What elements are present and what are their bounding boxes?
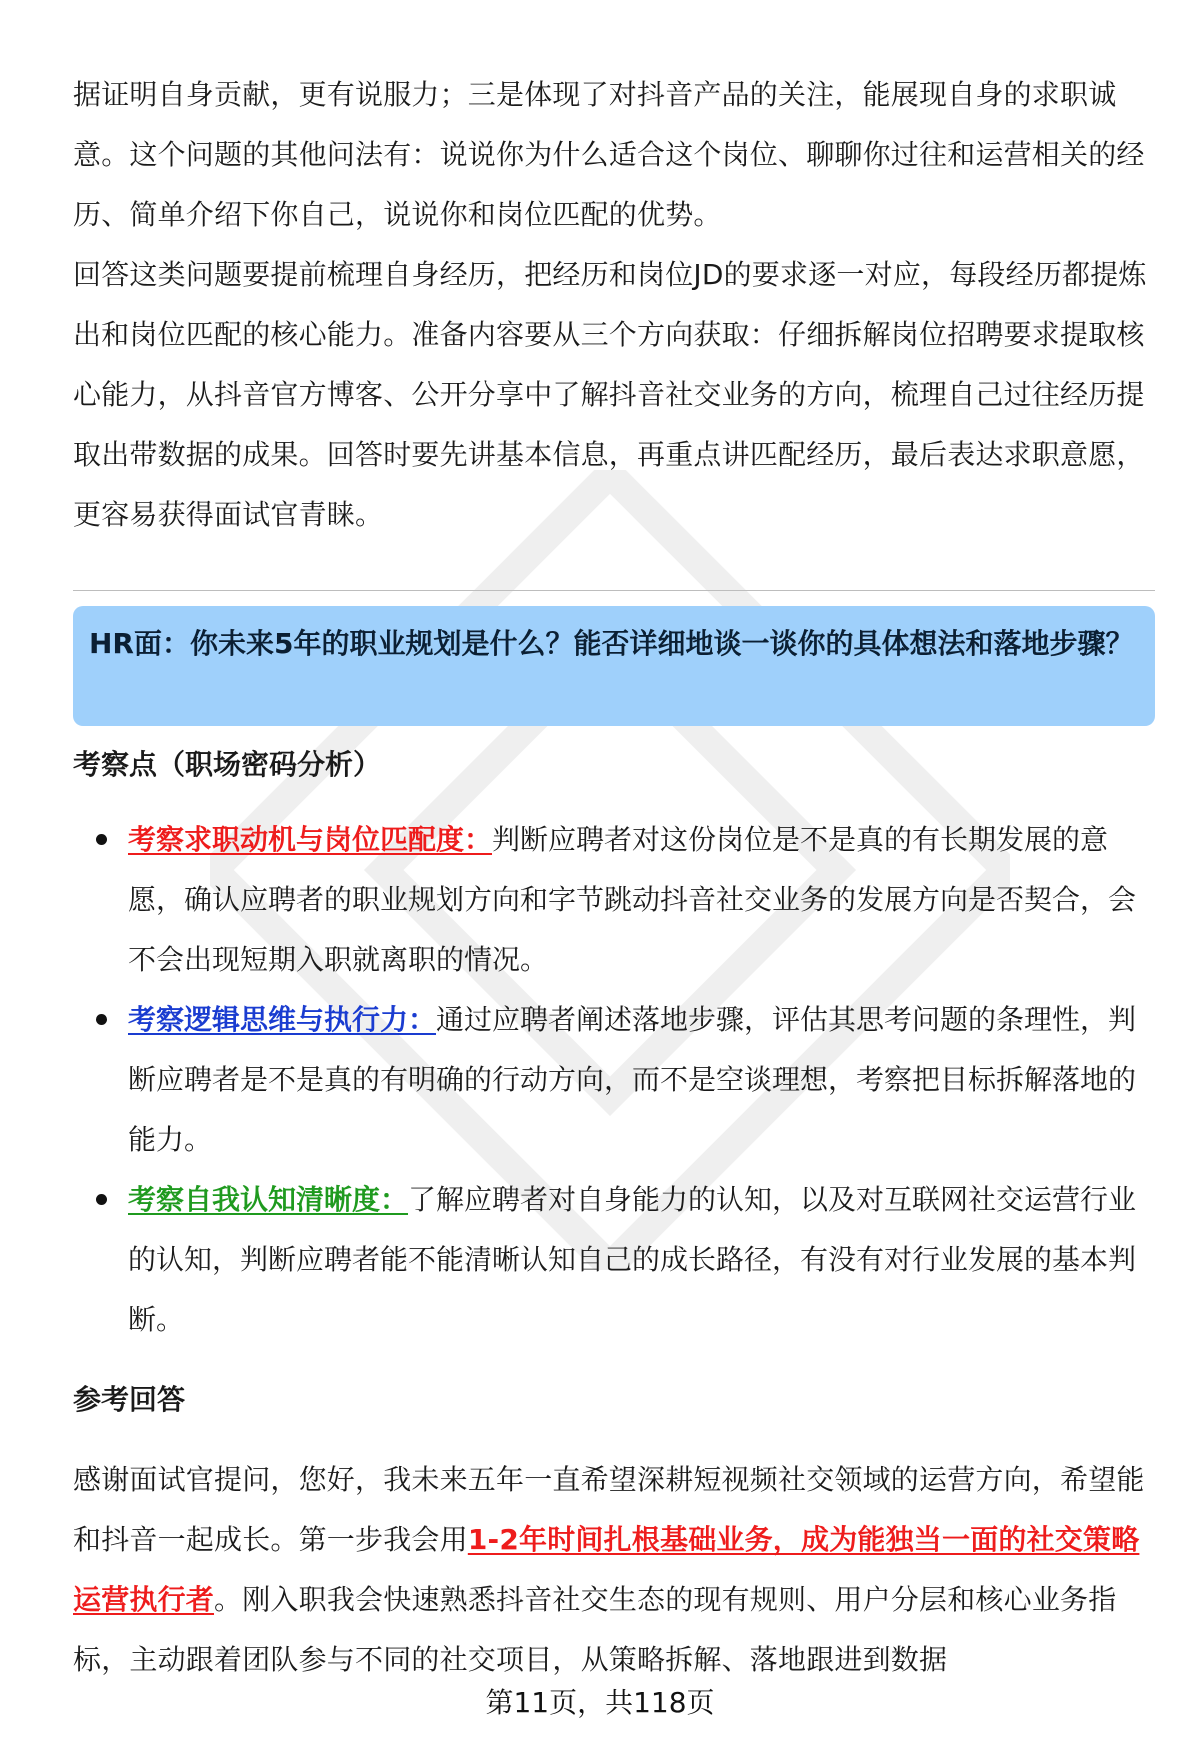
list-item bbox=[73, 990, 1155, 1170]
analysis-title: 考察点（职场密码分析） bbox=[73, 748, 382, 781]
analysis-text: 判断应聘者对这份岗位是不是真的有长期发展的意愿，确认应聘者的职业规划方向和字节跳动抖音社交业务的发展方向是否契合，会不会出现短期入职就离职的情况。 bbox=[128, 823, 1137, 976]
question-text: HR面：你未来5年的职业规划是什么？能否详细地谈一谈你的具体想法和落地步骤？ bbox=[89, 627, 1134, 660]
analysis-text: 了解应聘者对自身能力的认知，以及对互联网社交运营行业的认知，判断应聘者能不能清晰认知自己的成长路径，有没有对行业发展的基本判断。 bbox=[128, 1183, 1137, 1336]
bullet-dot-icon bbox=[96, 1014, 107, 1025]
page-number: 第11页，共118页 bbox=[485, 1686, 715, 1719]
bullet-dot-icon bbox=[96, 1194, 107, 1205]
bullet-dot-icon bbox=[96, 834, 107, 845]
answer-title: 参考回答 bbox=[73, 1383, 186, 1416]
section-divider bbox=[73, 590, 1155, 591]
answer-text-before: 感谢面试官提问，您好，我未来五年一直希望深耕短视频社交领域的运营方向，希望能和抖音一起成长。第一步我会用 bbox=[73, 1463, 1145, 1556]
list-item bbox=[73, 1170, 1155, 1350]
question-box bbox=[73, 606, 1155, 726]
answer-highlight: 1-2年时间扎根基础业务，成为能独当一面的社交策略运营执行者 bbox=[73, 1523, 1140, 1616]
preparation-paragraph: 回答这类问题要提前梳理自身经历，把经历和岗位JD的要求逐一对应，每段经历都提炼出和岗位匹配的核心能力。准备内容要从三个方向获取：仔细拆解岗位招聘要求提取核心能力，从抖音官方博客、公开分享中了解抖音社交业务的方向，梳理自己过往经历提取出带数据的成果。回答时要先讲基本信息，再重点讲匹配经历，最后表达求职意愿，更容易获得面试官青睐。 bbox=[73, 258, 1147, 531]
analysis-keyword: 考察逻辑思维与执行力： bbox=[128, 1003, 437, 1036]
intro-paragraph: 据证明自身贡献，更有说服力；三是体现了对抖音产品的关注，能展现自身的求职诚意。这个问题的其他问法有：说说你为什么适合这个岗位、聊聊你过往和运营相关的经历、简单介绍下你自己，说说你和岗位匹配的优势。 bbox=[73, 78, 1145, 231]
analysis-keyword: 考察自我认知清晰度： bbox=[128, 1183, 409, 1216]
answer-paragraph bbox=[73, 1450, 1155, 1690]
answer-text-after: 。刚入职我会快速熟悉抖音社交生态的现有规则、用户分层和核心业务指标，主动跟着团队参与不同的社交项目，从策略拆解、落地跟进到数据 bbox=[73, 1583, 1117, 1676]
analysis-list bbox=[73, 810, 1155, 1350]
list-item bbox=[73, 810, 1155, 990]
analysis-text: 通过应聘者阐述落地步骤，评估其思考问题的条理性，判断应聘者是不是真的有明确的行动方向，而不是空谈理想，考察把目标拆解落地的能力。 bbox=[128, 1003, 1137, 1156]
analysis-keyword: 考察求职动机与岗位匹配度： bbox=[128, 823, 493, 856]
